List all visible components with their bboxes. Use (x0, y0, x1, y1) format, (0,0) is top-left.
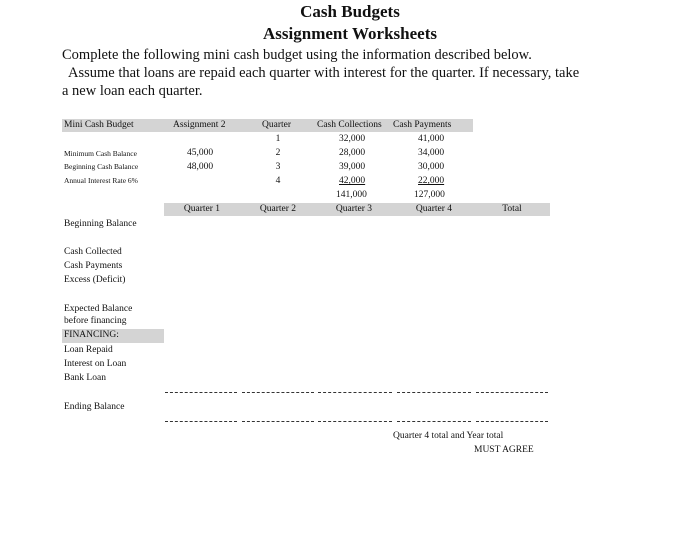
row-loan-repaid: Loan Repaid (64, 345, 113, 355)
divider-line (165, 392, 237, 393)
param-label-interest-rate: Annual Interest Rate 6% (64, 176, 138, 185)
collections-total: 141,000 (336, 190, 367, 200)
collection-value: 32,000 (339, 134, 366, 144)
instruction-line-2: Assume that loans are repaid each quarter with interest for the quarter. If necessary, take (68, 65, 580, 81)
header-cash-collections: Cash Collections (317, 120, 382, 130)
divider-line (165, 421, 237, 422)
row-interest-on-loan: Interest on Loan (64, 359, 127, 369)
column-quarter-3: Quarter 3 (335, 204, 373, 214)
param-label-min-cash: Minimum Cash Balance (64, 149, 137, 158)
row-expected-balance-cont: before financing (64, 316, 127, 326)
row-beginning-balance: Beginning Balance (64, 219, 137, 229)
quarter-number: 2 (275, 148, 281, 158)
page-title: Cash Budgets (300, 2, 400, 21)
row-cash-payments: Cash Payments (64, 261, 123, 271)
header-cash-payments: Cash Payments (393, 120, 452, 130)
quarter-number: 4 (275, 176, 281, 186)
divider-line (242, 392, 314, 393)
quarter-number: 3 (275, 162, 281, 172)
payment-value: 41,000 (418, 134, 445, 144)
row-financing: FINANCING: (64, 330, 119, 340)
param-value-begin-cash: 48,000 (187, 162, 214, 172)
column-quarter-2: Quarter 2 (259, 204, 297, 214)
collection-value: 42,000 (339, 176, 366, 186)
param-label-begin-cash: Beginning Cash Balance (64, 162, 139, 171)
divider-line (318, 421, 392, 422)
divider-line (318, 392, 392, 393)
divider-line (397, 421, 471, 422)
row-excess-deficit: Excess (Deficit) (64, 275, 126, 285)
divider-line (242, 421, 314, 422)
header-mini-cash-budget: Mini Cash Budget (64, 120, 134, 130)
payment-value: 30,000 (418, 162, 445, 172)
header-quarter: Quarter (262, 120, 292, 130)
header-assignment: Assignment 2 (173, 120, 226, 130)
collection-value: 28,000 (339, 148, 366, 158)
column-quarter-4: Quarter 4 (415, 204, 453, 214)
quarter-number: 1 (275, 134, 281, 144)
row-cash-collected: Cash Collected (64, 247, 122, 257)
divider-line (476, 392, 548, 393)
payments-total: 127,000 (414, 190, 445, 200)
instruction-line-1: Complete the following mini cash budget using the information described below. (62, 47, 532, 63)
column-quarter-1: Quarter 1 (183, 204, 221, 214)
payment-value: 22,000 (418, 176, 445, 186)
divider-line (476, 421, 548, 422)
page-subtitle: Assignment Worksheets (263, 24, 437, 43)
instruction-line-3: a new loan each quarter. (62, 83, 203, 99)
row-expected-balance: Expected Balance (64, 304, 133, 314)
row-bank-loan: Bank Loan (64, 373, 106, 383)
param-value-min-cash: 45,000 (187, 148, 214, 158)
footer-note-line-1: Quarter 4 total and Year total (393, 431, 504, 441)
footer-note-line-2: MUST AGREE (474, 445, 534, 455)
collection-value: 39,000 (339, 162, 366, 172)
row-ending-balance: Ending Balance (64, 402, 125, 412)
payment-value: 34,000 (418, 148, 445, 158)
column-total: Total (502, 204, 522, 214)
divider-line (397, 392, 471, 393)
